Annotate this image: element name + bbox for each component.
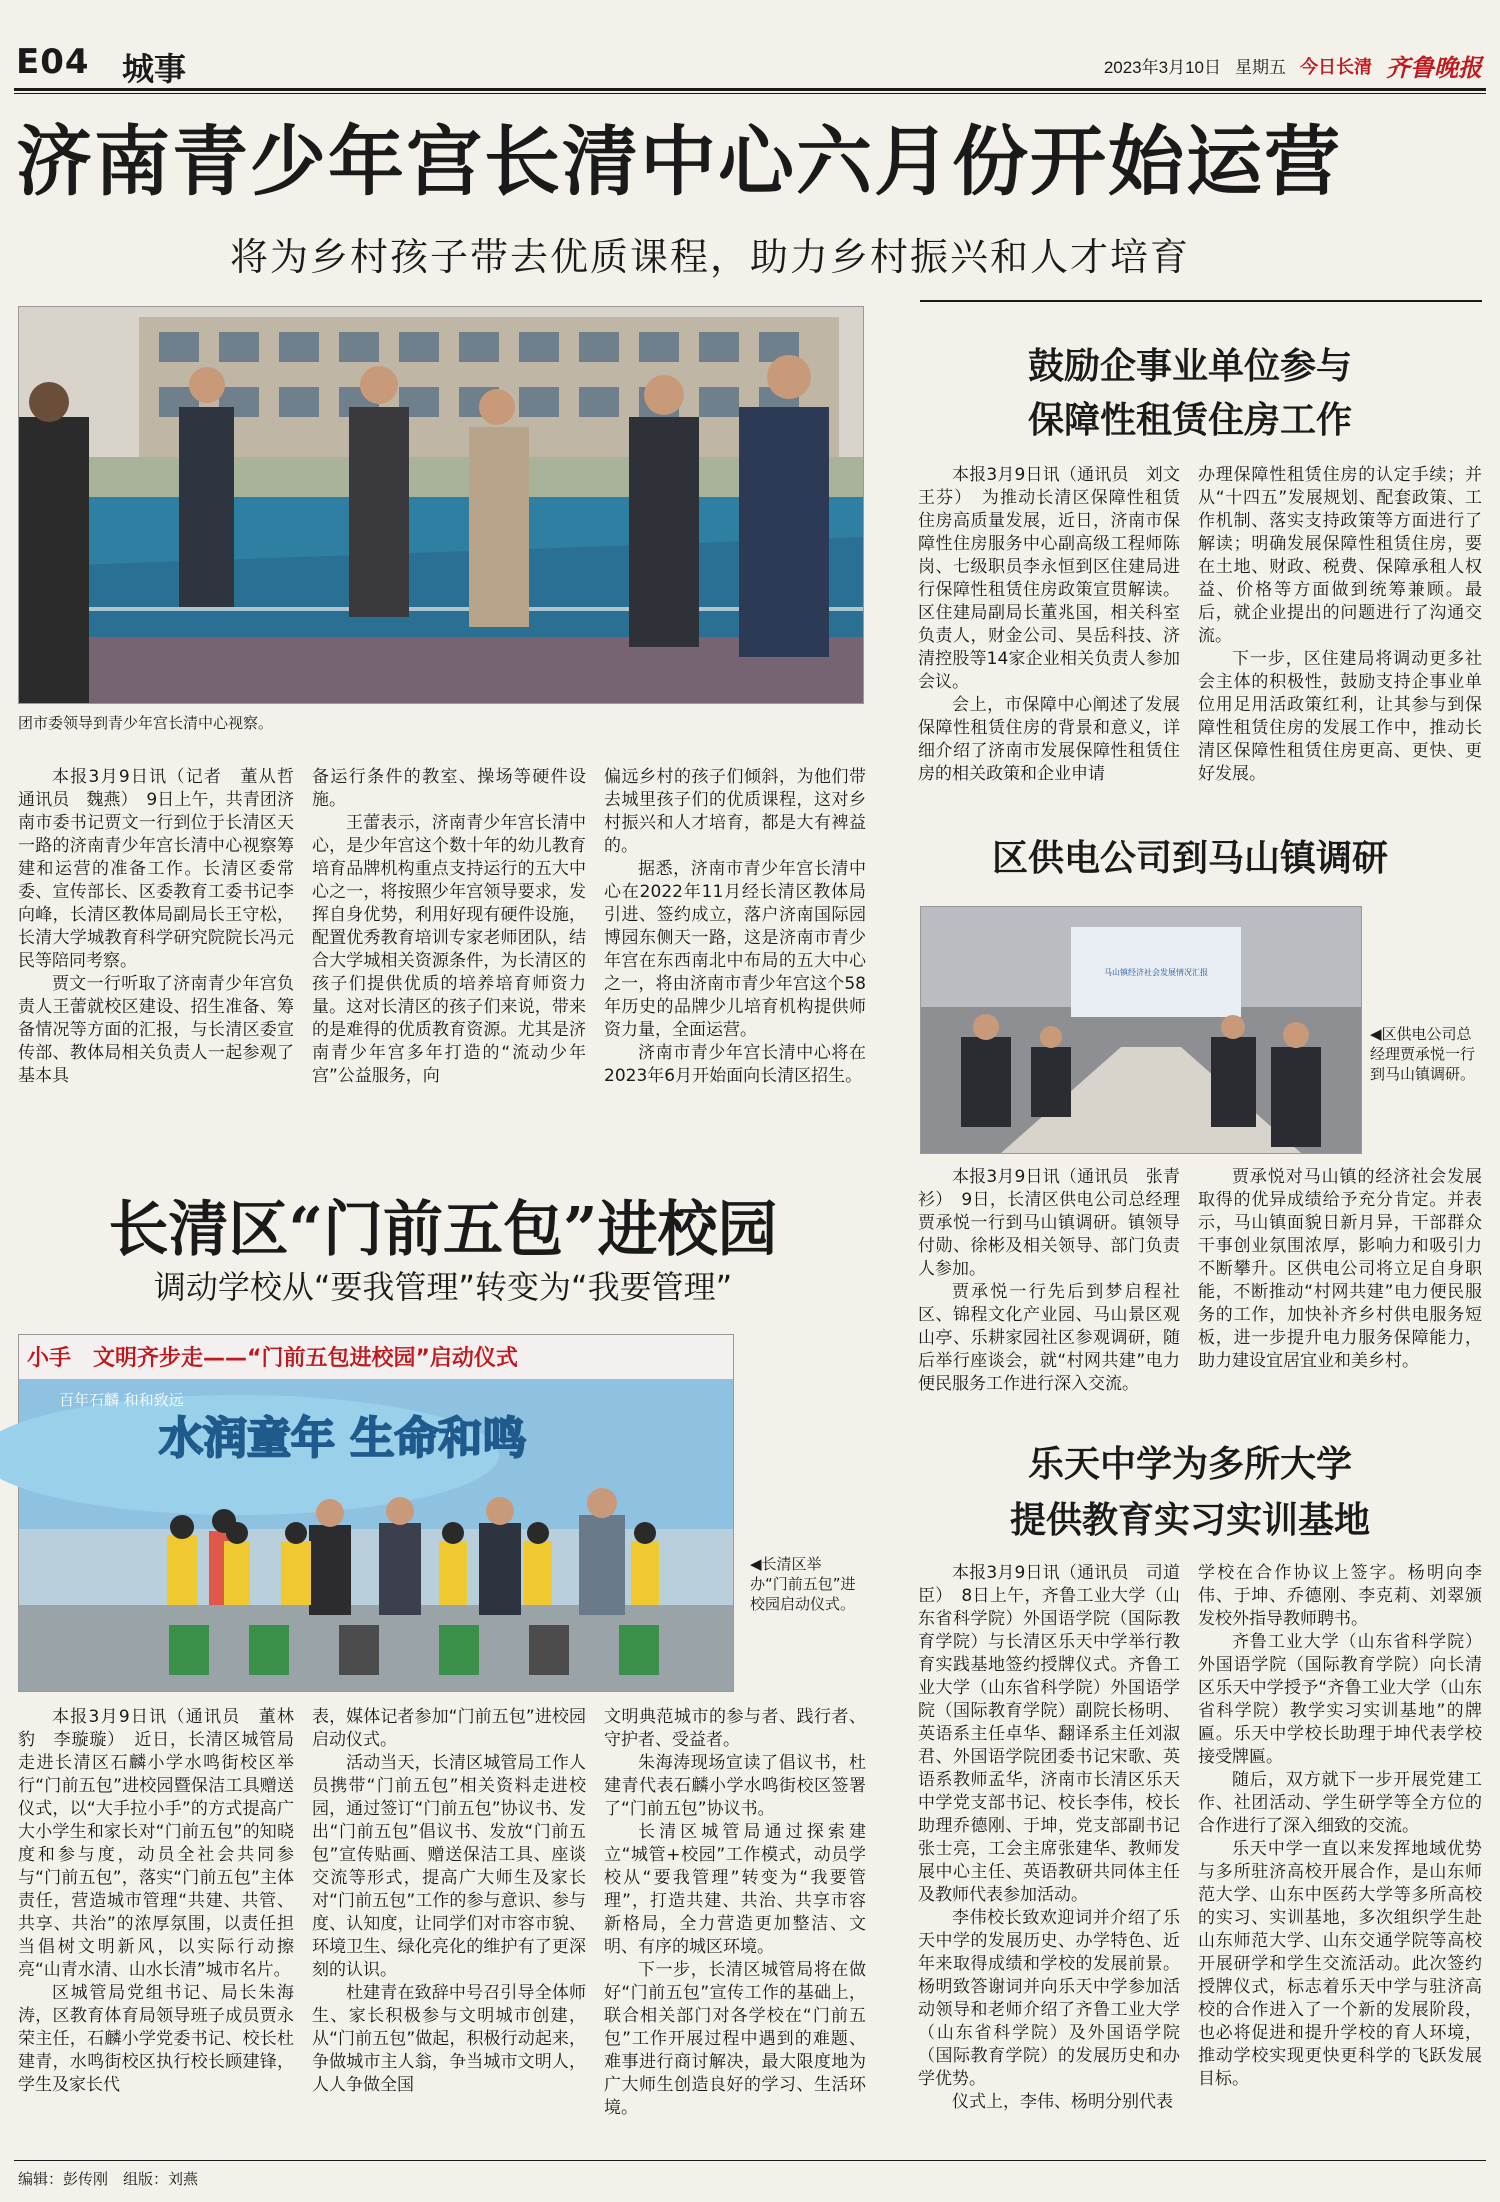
lead-col2-p2: 王蕾表示，济南青少年宫长清中心，是少年宫这个数十年的幼儿教育培育品牌机构重点支持运行的五大中心之一，将按照少年宫领导要求，发挥自身优势，利用好现有硬件设施，配置优秀教育培训专家老师团队，结合大学城相关资源条件，为长清区的孩子们提供优质的培养培育师资力量。这对长清区的孩子们来说，带来的是难得的优质教育资源。尤其是济南青少年宫多年打造的“流动少年宫”公益服务，向	[312, 813, 586, 1086]
lead-col1-p2: 贾文一行听取了济南青少年宫负责人王蕾就校区建设、招生准备、筹备情况等方面的汇报，与长清区委宣传部、教体局相关负责人一起参观了基本具	[18, 974, 294, 1086]
lead-photo-image	[19, 307, 863, 703]
rent-headline-line2: 保障性租赁住房工作	[1027, 399, 1352, 441]
lead-subheadline: 将为乡村孩子带去优质课程，助力乡村振兴和人才培育	[230, 235, 1191, 279]
right-column-rule	[920, 300, 1482, 302]
menqian-subheadline: 调动学校从“要我管理”转变为“我要管理”	[153, 1268, 733, 1306]
letian-col2-p2: 齐鲁工业大学（山东省科学院）外国语学院（国际教育学院）向长清区乐天中学授予“齐鲁工业大学（山东省科学院）教学实习实训基地”的牌匾。乐天中学校长助理于坤代表学校接受牌匾。	[1198, 1632, 1482, 1767]
menqian-col3-p4: 下一步，长清区城管局将在做好“门前五包”宣传工作的基础上，联合相关部门对各学校在“门前五包”工作开展过程中遇到的难题、难事进行商讨解决，最大限度地为广大师生创造良好的学习、生活环境。	[604, 1960, 866, 2118]
letian-col1-p3: 仪式上，李伟、杨明分别代表	[952, 2092, 1173, 2112]
menqian-photo-caption: ◀长清区举办“门前五包”进校园启动仪式。	[750, 1555, 856, 1613]
lead-column-3	[604, 766, 866, 1086]
menqian-headline: 长清区“门前五包”进校园	[108, 1195, 778, 1265]
power-photo	[920, 906, 1362, 1154]
lead-column-2	[312, 766, 586, 1086]
letian-col2-p4: 乐天中学一直以来发挥地域优势与多所驻济高校开展合作，是山东师范大学、山东中医药大学等多所高校的实习、实训基地，多次组织学生赴山东师范大学、山东交通学院等高校开展研学和学生交流活动。此次签约授牌仪式，标志着乐天中学与驻济高校的合作进入了一个新的发展阶段，也必将促进和提升学校的育人环境，推动学校实现更快更科学的飞跃发展目标。	[1198, 1839, 1482, 2089]
banner-top-text: 小手 文明齐步走——“门前五包进校园”启动仪式	[27, 1346, 518, 1371]
masthead-logo: 齐鲁晚报	[1386, 53, 1482, 82]
lead-col1-p1: 本报3月9日讯（记者 董从哲 通讯员 魏燕） 9日上午，共青团济南市委书记贾文一行到位于长清区天一路的济南青少年宫长清中心视察筹建和运营的准备工作。长清区委常委、宣传部长、区委教育工委书记李向峰，长清区教体局副局长王守松，长清大学城教育科学研究院院长冯元民等陪同考察。	[18, 767, 311, 971]
menqian-col3-p1: 文明典范城市的参与者、践行者、守护者、受益者。	[604, 1707, 866, 1750]
rent-column-1	[918, 464, 1197, 804]
menqian-col2-p2: 活动当天，长清区城管局工作人员携带“门前五包”相关资料走进校园，通过签订“门前五包”协议书、发出“门前五包”倡议书、发放“门前五包”宣传贴画、赠送保洁工具、座谈交流等形式，提高广大师生及家长对“门前五包”工作的参与意识、参与度、认知度，让同学们对市容市貌、环境卫生、绿化亮化的维护有了更深刻的认识。	[312, 1753, 586, 1980]
issue-date: 2023年3月10日	[1103, 58, 1221, 77]
column-name: 今日长清	[1300, 56, 1372, 77]
lead-column-1	[18, 766, 311, 1086]
letian-headline-line1: 乐天中学为多所大学	[1027, 1443, 1352, 1485]
menqian-col1-p2: 区城管局党组书记、局长朱海涛，区教育体育局领导班子成员贾永荣主任，石麟小学党委书记、校长杜建青，水鸣街校区执行校长顾建锋，学生及家长代	[18, 1983, 294, 2095]
menqian-photo-image	[19, 1335, 733, 1691]
letian-col1-p1: 本报3月9日讯（通讯员 司道臣） 8日上午，齐鲁工业大学（山东省科学院）外国语学院（国际教育学院）与长清区乐天中学举行教育实践基地签约授牌仪式。齐鲁工业大学（山东省科学院）外国语学院（国际教育学院）副院长杨明、英语系主任卓华、翻译系主任刘淑君、外国语学院团委书记宋歌、英语系教师孟华，济南市长清区乐天中学党支部书记、校长李伟，校长助理乔德刚、于坤，党支部副书记张士亮，工会主席张建华、教师发展中心主任、英语教研共同体主任及教师代表参加活动。	[918, 1563, 1180, 1905]
rent-headline-line1: 鼓励企事业单位参与	[1027, 345, 1352, 387]
header-rule-thin	[14, 93, 1486, 94]
rent-col1-p2: 会上，市保障中心阐述了发展保障性租赁住房的背景和意义，详细介绍了济南市发展保障性租赁住房的相关政策和企业申请	[918, 695, 1180, 784]
menqian-column-1	[18, 1706, 294, 2148]
letian-column-2	[1198, 1562, 1482, 2150]
rent-col1-p1: 本报3月9日讯（通讯员 刘文 王芬） 为推动长清区保障性租赁住房高质量发展，近日，济南市保障性住房服务中心副高级工程师陈岗、七级职员李永恒到区住建局进行保障性租赁住房政策宣贯解读。区住建局副局长董兆国，相关科室负责人，财金公司、昊岳科技、济清控股等14家企业相关负责人参加会议。	[918, 465, 1197, 692]
lead-headline: 济南青少年宫长清中心六月份开始运营	[16, 117, 1342, 206]
menqian-col3-p2: 朱海涛现场宣读了倡议书，杜建青代表石麟小学水鸣街校区签署了“门前五包”协议书。	[604, 1753, 866, 1819]
power-photo-caption: ◀区供电公司总经理贾承悦一行到马山镇调研。	[1370, 1025, 1476, 1083]
menqian-col1-p1: 本报3月9日讯（通讯员 董林豹 李璇璇） 近日，长清区城管局走进长清区石麟小学水鸣街校区举行“门前五包”进校园暨保洁工具赠送仪式，以“大手拉小手”的方式提高广大小学生和家长对“门前五包”的知晓度和参与度，动员全社会共同参与“门前五包”，落实“门前五包”主体责任，营造城市管理“共建、共管、共享、共治”的浓厚氛围，以责任担当倡树文明新风，以实际行动擦亮“山青水清、山水长清”城市名片。	[18, 1707, 294, 1980]
rent-col2-p2: 下一步，区住建局将调动更多社会主体的积极性，鼓励支持企事业单位用足用活政策红利，让其参与到保障性租赁住房的发展工作中，推动长清区保障性租赁住房更高、更快、更好发展。	[1198, 649, 1482, 784]
letian-headline-line2: 提供教育实习实训基地	[1009, 1499, 1370, 1541]
letian-col1-p2: 李伟校长致欢迎词并介绍了乐天中学的发展历史、办学特色、近年来取得成绩和学校的发展前景。杨明致答谢词并向乐天中学参加活动领导和老师介绍了齐鲁工业大学（山东省科学院）及外国语学院（国际教育学院）的发展历史和办学优势。	[918, 1908, 1180, 2089]
meeting-screen-text: 马山镇经济社会发展情况汇报	[1104, 968, 1208, 977]
lead-col3-p2: 据悉，济南市青少年宫长清中心在2022年11月经长清区教体局引进、签约成立，落户济南国际园博园东侧天一路，这是济南市青少年宫在东西南北中布局的五大中心之一，将由济南市青少年宫这个58年历史的品牌少儿培育机构提供师资力量，全面运营。	[604, 859, 866, 1040]
power-col1-p2: 贾承悦一行先后到梦启程社区、锦程文化产业园、马山景区观山亭、乐耕家园社区参观调研，随后举行座谈会，就“村网共建”电力便民服务工作进行深入交流。	[918, 1282, 1180, 1394]
power-col2-p1: 贾承悦对马山镇的经济社会发展取得的优异成绩给予充分肯定。并表示，马山镇面貌日新月异，干部群众干事创业氛围浓厚，影响力和吸引力不断攀升。区供电公司将立足自身职能，不断推动“村网共建”电力便民服务的工作，加快补齐乡村供电服务短板，进一步提升电力服务保障能力，助力建设宜居宜业和美乡村。	[1198, 1167, 1482, 1371]
lead-col2-p1: 备运行条件的教室、操场等硬件设施。	[312, 767, 586, 810]
menqian-col3-p3: 长清区城管局通过探索建立“城管+校园”工作模式，动员学校从“要我管理”转变为“我要管理”，打造共建、共治、共享市容新格局，全力营造更加整洁、文明、有序的城区环境。	[604, 1822, 866, 1957]
letian-col2-p3: 随后，双方就下一步开展党建工作、社团活动、学生研学等全方位的合作进行了深入细致的交流。	[1198, 1770, 1482, 1836]
page-number: E04	[16, 42, 90, 82]
banner-small-text: 百年石麟 和和致远	[59, 1391, 184, 1409]
rent-column-2	[1198, 464, 1482, 804]
power-headline: 区供电公司到马山镇调研	[991, 837, 1388, 879]
menqian-column-2	[312, 1706, 586, 2148]
header-rule	[14, 88, 1486, 91]
power-column-2	[1198, 1166, 1482, 1386]
lead-col3-p3: 济南市青少年宫长清中心将在2023年6月开始面向长清区招生。	[604, 1043, 866, 1086]
power-col1-p1: 本报3月9日讯（通讯员 张青衫） 9日，长清区供电公司总经理贾承悦一行到马山镇调研。镇领导付勋、徐彬及相关领导、部门负责人参加。	[918, 1167, 1180, 1279]
lead-photo-caption: 团市委领导到青少年宫长清中心视察。	[18, 714, 274, 732]
issue-weekday: 星期五	[1235, 58, 1286, 77]
menqian-col2-p1: 表，媒体记者参加“门前五包”进校园启动仪式。	[312, 1707, 586, 1750]
section-name: 城事	[122, 50, 187, 88]
menqian-photo	[18, 1334, 734, 1692]
header-meta	[1104, 48, 1482, 83]
power-photo-image	[921, 907, 1361, 1153]
lead-photo	[18, 306, 864, 704]
letian-column-1	[918, 1562, 1180, 2150]
menqian-column-3	[604, 1706, 866, 2148]
banner-slogan-text: 水润童年 生命和鸣	[159, 1413, 527, 1464]
rent-col2-p1: 办理保障性租赁住房的认定手续；并从“十四五”发展规划、配套政策、工作机制、落实支持政策等方面进行了解读；明确发展保障性租赁住房，要在土地、财政、税费、保障承租人权益、价格等方面做到统筹兼顾。最后，就企业提出的问题进行了沟通交流。	[1198, 465, 1482, 646]
footer-credits: 编辑：彭传刚 组版：刘燕	[18, 2170, 199, 2188]
power-column-1	[918, 1166, 1180, 1394]
lead-col3-p1: 偏远乡村的孩子们倾斜，为他们带去城里孩子们的优质课程，这对乡村振兴和人才培育，都是大有裨益的。	[604, 767, 866, 856]
menqian-col2-p3: 杜建青在致辞中号召引导全体师生、家长积极参与文明城市创建，从“门前五包”做起，积极行动起来，争做城市主人翁，争当城市文明人，人人争做全国	[312, 1983, 586, 2095]
footer-rule	[14, 2160, 1486, 2161]
letian-col2-p1: 学校在合作协议上签字。杨明向李伟、于坤、乔德刚、李克莉、刘翠颁发校外指导教师聘书。	[1198, 1563, 1482, 1629]
